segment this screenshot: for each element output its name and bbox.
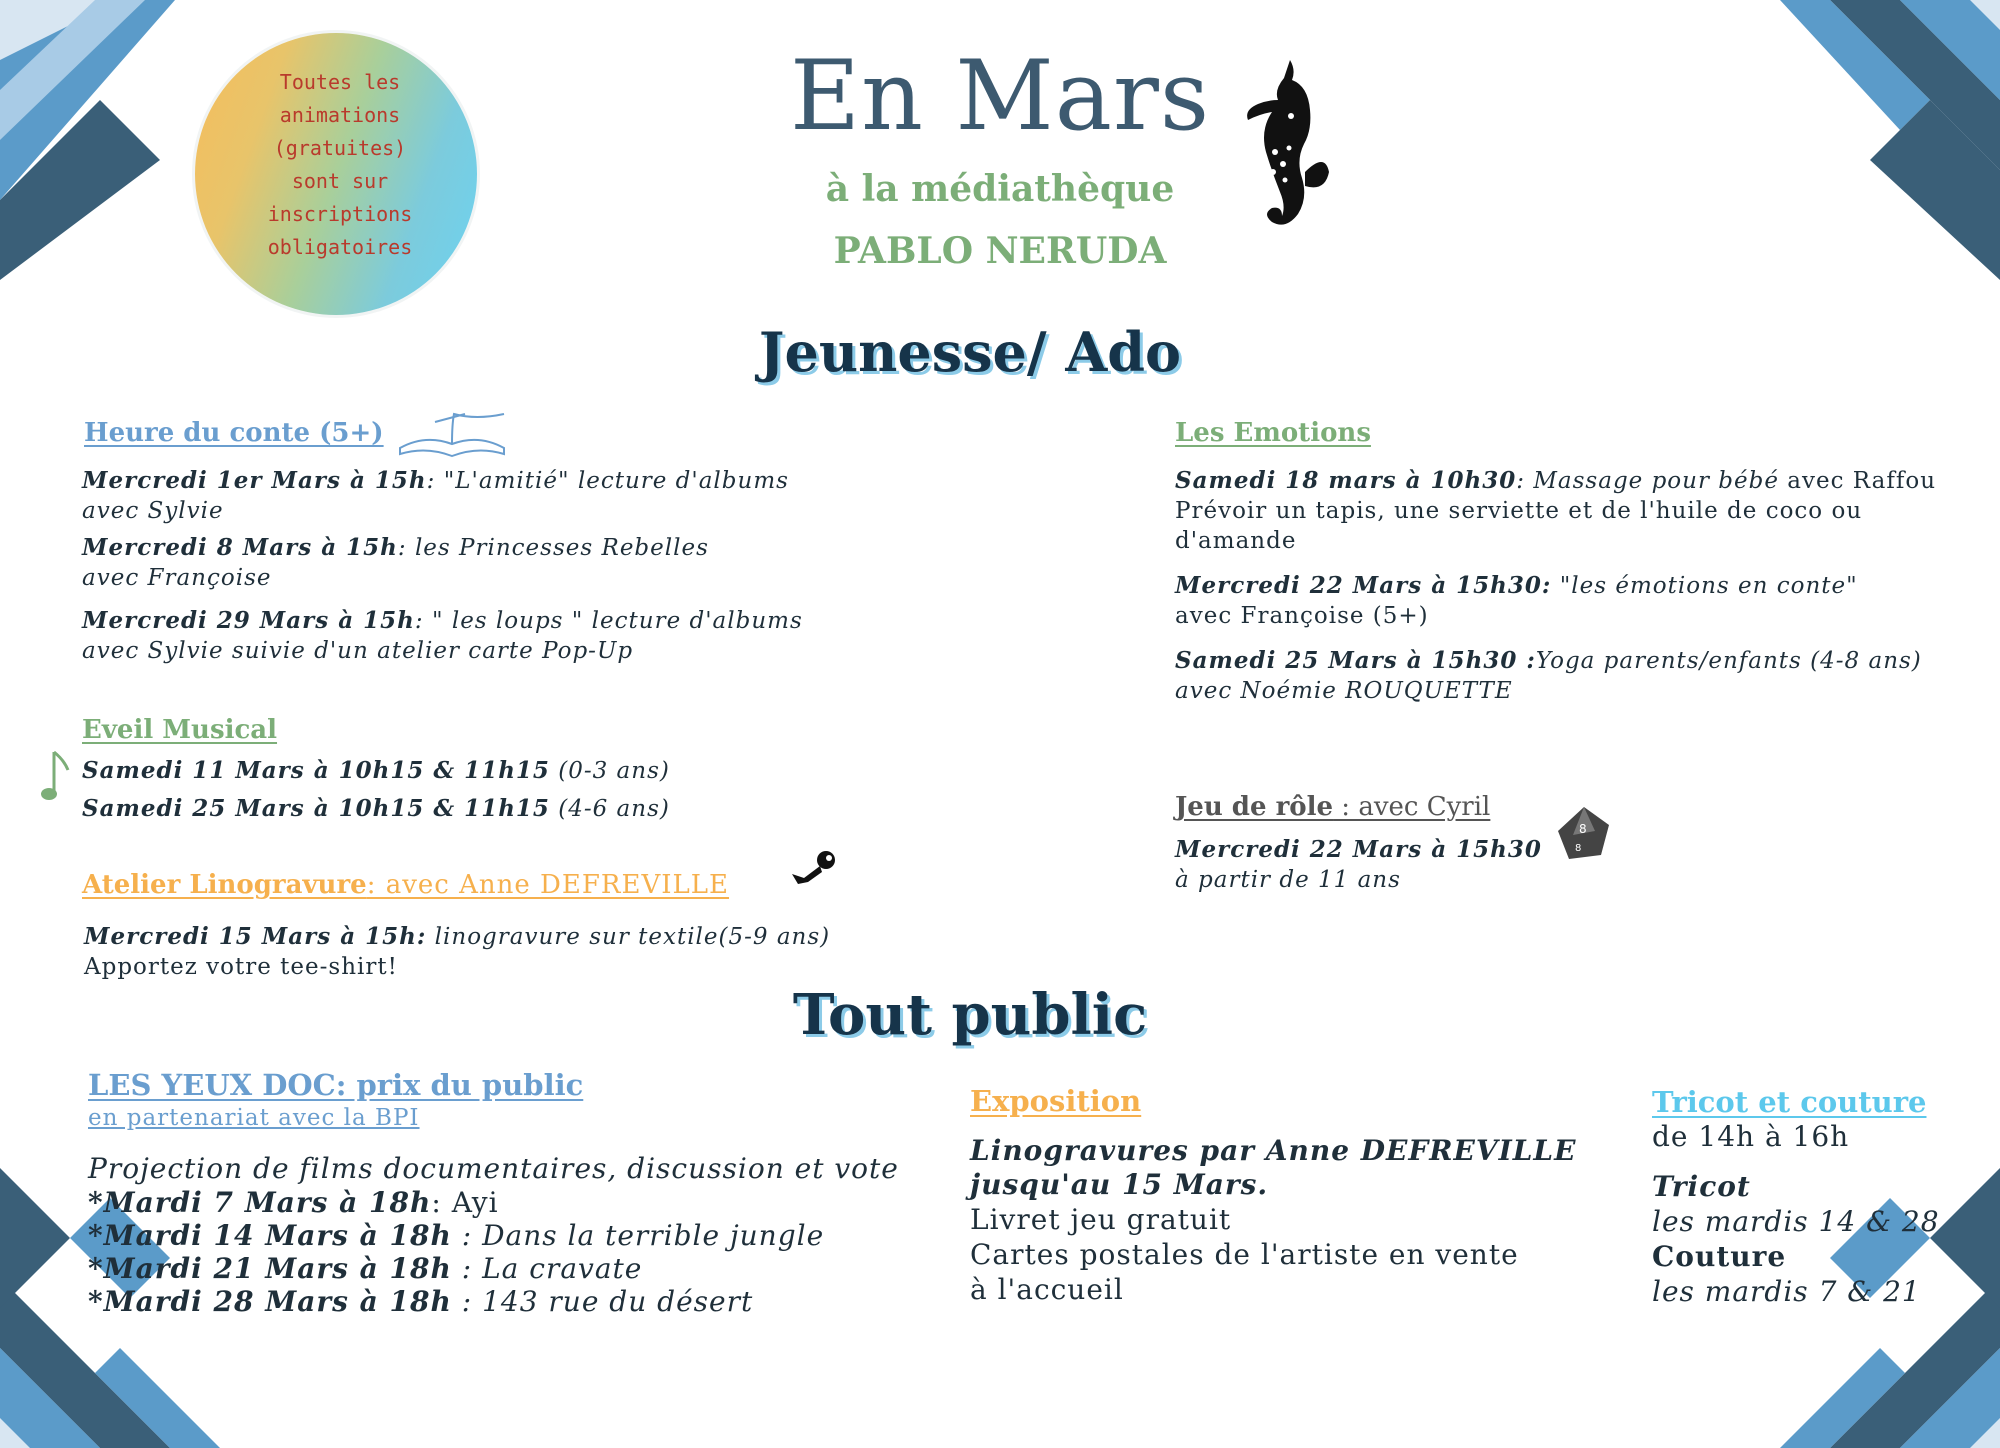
event-conte-2: Mercredi 8 Mars à 15h: les Princesses Rebelles xyxy=(82,534,709,561)
fish-icon xyxy=(790,848,842,892)
event-emotions-3: Samedi 25 Mars à 15h30 :Yoga parents/enfants (4-8 ans) xyxy=(1175,647,1922,674)
event-eveil-1: Samedi 11 Mars à 10h15 & 11h15 (0-3 ans) xyxy=(82,757,670,784)
film-2: *Mardi 14 Mars à 18h : Dans la terrible jungle xyxy=(88,1219,825,1252)
heading-exposition[interactable]: Exposition xyxy=(970,1084,1142,1118)
heading-atelier-linogravure[interactable]: Atelier Linogravure: avec Anne DEFREVILLE xyxy=(82,870,730,900)
couture-label: Couture xyxy=(1652,1240,1787,1273)
film-4: *Mardi 28 Mars à 18h : 143 rue du désert xyxy=(88,1285,754,1318)
event-lino-1: Mercredi 15 Mars à 15h: linogravure sur textile(5-9 ans) xyxy=(84,923,831,950)
page-subtitle: à la médiathèque xyxy=(825,168,1175,210)
heading-tricot-couture[interactable]: Tricot et couture xyxy=(1652,1085,1927,1119)
event-jdr-1-detail: à partir de 11 ans xyxy=(1175,867,1401,893)
badge-line: sont sur xyxy=(291,169,389,193)
heading-jeu-de-role[interactable]: Jeu de rôle : avec Cyril xyxy=(1175,792,1491,822)
badge-line: (gratuites) xyxy=(273,136,407,160)
seahorse-icon xyxy=(1245,52,1335,252)
heading-eveil-musical[interactable]: Eveil Musical xyxy=(82,715,278,745)
event-emotions-1-detail: Prévoir un tapis, une serviette et de l'huile de coco ou xyxy=(1175,498,1863,524)
expo-detail-1: Livret jeu gratuit xyxy=(970,1203,1232,1236)
event-emotions-1-detail-2: d'amande xyxy=(1175,528,1297,554)
badge-line: obligatoires xyxy=(267,235,413,259)
tricot-days: les mardis 14 & 28 xyxy=(1652,1205,1940,1238)
section-title-jeunesse: Jeunesse/ Ado xyxy=(758,320,1182,384)
event-eveil-2: Samedi 25 Mars à 10h15 & 11h15 (4-6 ans) xyxy=(82,795,670,822)
heading-les-yeux-doc[interactable]: LES YEUX DOC: prix du public xyxy=(88,1068,584,1102)
badge-line: inscriptions xyxy=(267,202,413,226)
badge-line: animations xyxy=(279,103,401,127)
page-title: En Mars xyxy=(790,40,1211,152)
event-emotions-1: Samedi 18 mars à 10h30: Massage pour bébé avec Raffou xyxy=(1175,467,1937,494)
badge-line: Toutes les xyxy=(279,70,401,94)
section-title-tout-public: Tout public xyxy=(792,982,1148,1048)
dice-icon xyxy=(1555,805,1613,863)
film-1: *Mardi 7 Mars à 18h: Ayi xyxy=(88,1186,499,1219)
event-conte-3: Mercredi 29 Mars à 15h: " les loups " lecture d'albums xyxy=(82,607,803,634)
event-lino-1-detail: Apportez votre tee-shirt! xyxy=(84,954,398,980)
open-book-icon xyxy=(395,410,510,460)
heading-les-emotions[interactable]: Les Emotions xyxy=(1175,418,1371,448)
info-badge-text xyxy=(240,66,440,264)
library-name: PABLO NERUDA xyxy=(833,230,1167,272)
event-conte-1: Mercredi 1er Mars à 15h: "L'amitié" lecture d'albums xyxy=(82,467,789,494)
event-emotions-3-detail: avec Noémie ROUQUETTE xyxy=(1175,678,1513,704)
heading-heure-du-conte[interactable]: Heure du conte (5+) xyxy=(84,418,384,448)
svg-text:8: 8 xyxy=(1579,822,1587,836)
expo-detail-2: Cartes postales de l'artiste en vente xyxy=(970,1238,1519,1271)
couture-days: les mardis 7 & 21 xyxy=(1652,1275,1921,1308)
tricot-hours: de 14h à 16h xyxy=(1652,1120,1850,1153)
corner-decoration-top-right xyxy=(1700,0,2000,300)
event-conte-3-detail: avec Sylvie suivie d'un atelier carte Pop-Up xyxy=(82,638,634,664)
music-note-icon xyxy=(40,748,72,804)
event-conte-1-detail: avec Sylvie xyxy=(82,498,224,524)
event-emotions-2: Mercredi 22 Mars à 15h30: "les émotions en conte" xyxy=(1175,572,1858,599)
expo-title: Linogravures par Anne DEFREVILLE xyxy=(970,1134,1577,1167)
expo-dates: jusqu'au 15 Mars. xyxy=(970,1168,1269,1201)
expo-detail-3: à l'accueil xyxy=(970,1273,1124,1306)
partner-link[interactable]: en partenariat avec la BPI xyxy=(88,1105,420,1131)
tricot-label: Tricot xyxy=(1652,1170,1751,1203)
event-jdr-1: Mercredi 22 Mars à 15h30 xyxy=(1175,836,1542,863)
film-3: *Mardi 21 Mars à 18h : La cravate xyxy=(88,1252,643,1285)
event-emotions-2-detail: avec Françoise (5+) xyxy=(1175,603,1429,629)
event-conte-2-detail: avec Françoise xyxy=(82,565,272,591)
svg-text:8: 8 xyxy=(1575,843,1582,854)
yeux-doc-intro: Projection de films documentaires, discussion et vote xyxy=(88,1152,899,1185)
